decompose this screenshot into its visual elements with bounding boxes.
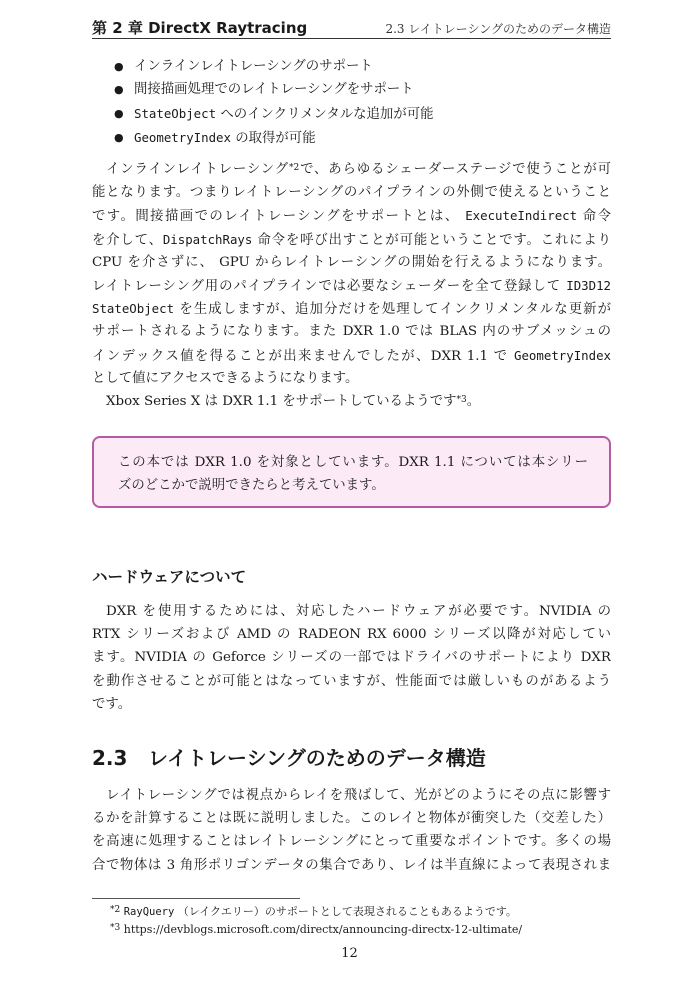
body-paragraph: インラインレイトレーシング$^{*2}$で、あらゆるシェーダーステージで使うことが可 能となります。つまりレイトレーシングのパイプラインの外側で使えるということ です。間接描画でのレイトレーシングをサポートとは、 ExecuteIndirect 命令 を介して、DispatchRays 命令を呼び出すことが可能ということです。これにより CPU を介さずに、 GPU からレイトレーシングの開始を行えるようになります。 レイトレーシング用のパイプラインでは必要なシェーダーを全て登録して ID3D12 StateObject を生成しますが、追加分だけを処理してインクリメンタルな更新が サポートされるようになります。また DXR 1.0 では BLAS 内のサブメッシュの インデックス値を得ることが出来ませんでしたが、DXR 1.1 で GeometryIndex として値にアクセスできるようになります。 Xbox Series X は DXR 1.1 をサポートしているようです$^{*3}$。: [92, 162, 611, 409]
footnote: $^{*3}$ https://devblogs.microsoft.com/directx/announcing-directx-12-ultimate/: [110, 923, 523, 936]
subsection-heading: ハードウェアについて: [92, 568, 247, 586]
running-head: [92, 18, 611, 39]
body-paragraph: レイトレーシングでは視点からレイを飛ばして、光がどのようにその点に影響す るかを計算することは既に説明しました。このレイと物体が衝突した（交差した） を高速に処理することはレイトレーシングにとって重要なポイントです。多くの場 合で物体は 3 角形ポリゴンデータの集合であり、レイは半直線によって表現されま: [92, 788, 611, 873]
list-item: ● 間接描画処理でのレイトレーシングをサポート: [112, 78, 434, 101]
page-number: 12: [341, 946, 358, 961]
footnote-rule: [92, 898, 300, 899]
note-box: この本では DXR 1.0 を対象としています。DXR 1.1 については本シリー ズのどこかで説明できたらと考えています。: [92, 436, 611, 508]
list-item: ● StateObject へのインクリメンタルな追加が可能: [112, 102, 434, 126]
list-item: ● GeometryIndex の取得が可能: [112, 126, 434, 150]
footnote: $^{*2}$ RayQuery （レイクエリー）のサポートとして表現されることもあるようです。: [110, 905, 517, 918]
section-heading-title: レイトレーシングのためのデータ構造: [148, 746, 486, 770]
section-heading: [92, 744, 486, 772]
list-item: ● インラインレイトレーシングのサポート: [112, 55, 434, 78]
footnotes: [110, 903, 522, 938]
footnote-url[interactable]: https://devblogs.microsoft.com/directx/announcing-directx-12-ultimate/: [123, 923, 523, 936]
feature-list: [112, 55, 434, 150]
chapter-title: 第 2 章 DirectX Raytracing: [92, 19, 308, 37]
section-number: 2.3: [92, 746, 128, 770]
body-paragraph: DXR を使用するためには、対応したハードウェアが必要です。NVIDIA の RTX シリーズおよび AMD の RADEON RX 6000 シリーズ以降が対応してい ます。NVIDIA の Geforce シリーズの一部ではドライバのサポートにより DXR を動作させることが可能とはなっていますが、性能面では厳しいものがあるよう です。: [92, 604, 611, 712]
section-title: 2.3 レイトレーシングのためのデータ構造: [385, 22, 611, 36]
